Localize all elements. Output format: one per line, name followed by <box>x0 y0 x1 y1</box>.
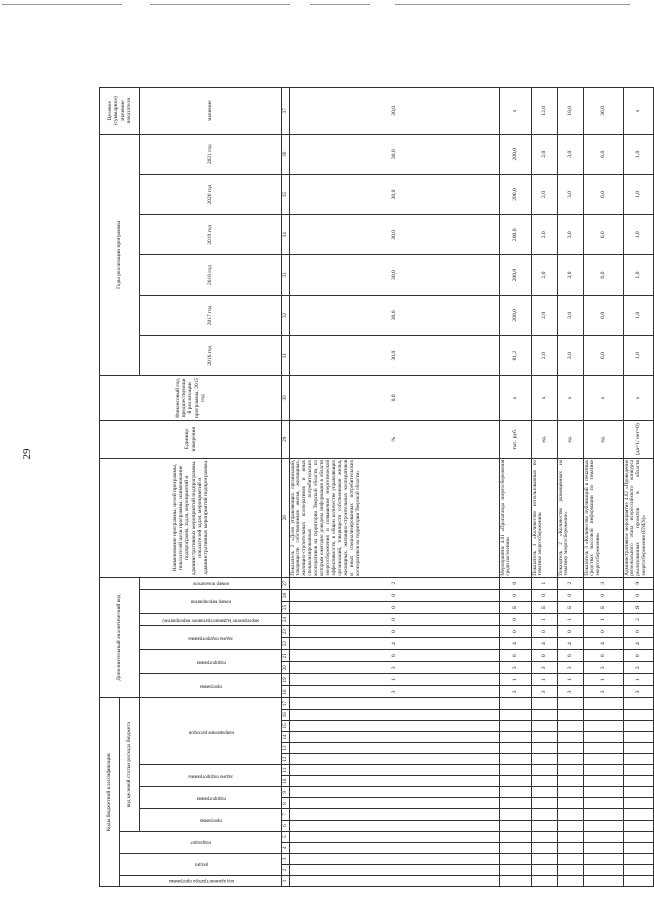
column-number: 5 <box>282 831 290 842</box>
code-cell <box>500 853 532 864</box>
target-value-cell: 18,0 <box>558 88 584 135</box>
code-cell <box>290 709 500 720</box>
code-cell: 0 <box>532 626 558 638</box>
code-cell <box>290 720 500 731</box>
code-cell <box>532 765 558 776</box>
header-subprogram: подпрограмма <box>140 787 282 809</box>
code-cell <box>532 853 558 864</box>
code-cell: 0 <box>500 613 532 625</box>
column-number: 25 <box>282 601 290 613</box>
code-cell <box>624 875 654 886</box>
code-cell <box>584 853 624 864</box>
year-value-cell: 1,0 <box>624 134 654 174</box>
code-cell <box>584 875 624 886</box>
program-table <box>99 87 654 887</box>
header-add-indicator: номер показателя <box>140 577 282 589</box>
header-name-col: Наименование программы, целей программы, показателей цели программы, наименование подпрограмм, задач, мероприятий и административных мероприятий подпрограммы, показателей задач, мероприятий и административных мероприятий подпрограммы <box>100 458 282 577</box>
unit-cell: (да=1/ нет=0) <box>624 420 654 458</box>
code-cell <box>558 875 584 886</box>
code-cell <box>584 798 624 809</box>
code-cell: 1 <box>532 613 558 625</box>
code-cell: 0 <box>500 577 532 589</box>
code-cell: 0 <box>532 650 558 662</box>
column-number: 37 <box>282 88 290 135</box>
code-cell: 1 <box>584 613 624 625</box>
column-number: 32 <box>282 295 290 335</box>
year-value-cell: 6,0 <box>584 215 624 255</box>
target-value-cell: x <box>624 88 654 135</box>
code-cell: 0 <box>558 626 584 638</box>
code-cell: Б <box>532 601 558 613</box>
code-cell <box>532 842 558 853</box>
header-add-subprogram: подпрограмма <box>140 650 282 674</box>
code-cell: 4 <box>500 638 532 650</box>
code-cell: 4 <box>584 638 624 650</box>
row-name-cell: Административное мероприятие 4.02 «Проведение регионального этапа всероссийского конкурса реализованных проектов в области энергосбережения (ENES)» <box>624 458 654 577</box>
header-target-group: Целевое (суммарное) значение показателя <box>100 88 140 135</box>
target-value-cell: x <box>500 88 532 135</box>
code-cell <box>558 864 584 875</box>
code-cell <box>624 776 654 787</box>
column-number: 15 <box>282 720 290 731</box>
year-value-cell: 200,0 <box>500 295 532 335</box>
column-number: 27 <box>282 577 290 589</box>
code-cell <box>558 831 584 842</box>
code-cell <box>500 765 532 776</box>
code-cell <box>624 720 654 731</box>
year-value-cell: 1,0 <box>624 255 654 295</box>
code-cell: Я <box>624 601 654 613</box>
table-row <box>558 88 584 887</box>
header-year-2018: 2018 год <box>140 255 282 295</box>
column-number: 28 <box>282 458 290 577</box>
code-cell <box>500 864 532 875</box>
code-cell <box>532 798 558 809</box>
header-add-code-group: Дополнительный аналитический код <box>100 577 140 698</box>
code-cell: 0 <box>290 613 500 625</box>
code-cell <box>584 709 624 720</box>
code-cell <box>290 698 500 709</box>
code-cell <box>558 798 584 809</box>
code-cell: 2 <box>558 577 584 589</box>
year-value-cell: 6,0 <box>584 134 624 174</box>
header-section: раздел <box>120 853 282 875</box>
code-cell: 3 <box>584 686 624 698</box>
table-row <box>532 88 558 887</box>
code-cell: 0 <box>500 626 532 638</box>
year-value-cell: 1,0 <box>624 215 654 255</box>
code-cell: 3 <box>624 686 654 698</box>
header-year-2017: 2017 год <box>140 295 282 335</box>
code-cell <box>500 809 532 820</box>
column-number: 7 <box>282 809 290 820</box>
header-code-group: Коды бюджетной классификации <box>100 698 120 887</box>
code-cell: 3 <box>624 662 654 674</box>
header-year-2020: 2020 год <box>140 174 282 214</box>
code-cell <box>290 831 500 842</box>
target-value-cell: 30,0 <box>290 88 500 135</box>
code-cell <box>624 731 654 742</box>
code-cell <box>290 809 500 820</box>
year-value-cell: 200,0 <box>500 255 532 295</box>
code-cell <box>558 720 584 731</box>
year-value-cell: 200,0 <box>500 174 532 214</box>
code-cell: 3 <box>558 686 584 698</box>
code-cell: 9 <box>624 577 654 589</box>
code-cell <box>500 720 532 731</box>
year-value-cell: 2,0 <box>532 255 558 295</box>
code-cell <box>290 864 500 875</box>
code-cell <box>584 776 624 787</box>
code-cell <box>624 820 654 831</box>
column-number: 19 <box>282 674 290 686</box>
code-cell: 1 <box>558 613 584 625</box>
code-cell <box>500 787 532 798</box>
column-number: 31 <box>282 335 290 375</box>
year-value-cell: 6,0 <box>584 255 624 295</box>
code-cell <box>624 698 654 709</box>
program-table-rotated <box>99 87 648 887</box>
year-value-cell: 6,0 <box>584 295 624 335</box>
column-number: 10 <box>282 776 290 787</box>
year-value-cell: 3,0 <box>558 255 584 295</box>
code-cell: 3 <box>584 662 624 674</box>
code-cell <box>558 731 584 742</box>
code-cell <box>558 787 584 798</box>
code-cell: 4 <box>290 638 500 650</box>
code-cell: 4 <box>558 638 584 650</box>
year-value-cell: 2,0 <box>532 215 558 255</box>
code-cell <box>532 787 558 798</box>
table-row <box>584 88 624 887</box>
code-cell <box>624 831 654 842</box>
code-cell <box>500 831 532 842</box>
code-cell <box>624 742 654 753</box>
code-cell <box>532 875 558 886</box>
code-cell <box>532 742 558 753</box>
code-cell <box>558 820 584 831</box>
header-fin-year-col: Финансовый год, предшествующий реализации программы, 2015 год <box>100 376 282 420</box>
column-number: 35 <box>282 174 290 214</box>
column-number: 11 <box>282 765 290 776</box>
code-cell <box>500 742 532 753</box>
code-cell: Б <box>558 601 584 613</box>
code-cell: 3 <box>532 662 558 674</box>
code-cell: 0 <box>500 650 532 662</box>
code-cell: 2 <box>290 577 500 589</box>
header-years-group: Годы реализации программы <box>100 134 140 376</box>
column-number: 34 <box>282 215 290 255</box>
header-add-program: программа <box>140 674 282 698</box>
row-name-cell: Мероприятие 4.01 «Пропаганда энергосбережения среди населения» <box>500 458 532 577</box>
header-program: программа <box>140 809 282 831</box>
code-cell: 1 <box>624 674 654 686</box>
header-row-1 <box>100 88 120 887</box>
code-cell <box>290 765 500 776</box>
code-cell <box>558 842 584 853</box>
code-cell <box>584 787 624 798</box>
year-value-cell: 30,0 <box>290 335 500 375</box>
code-cell <box>532 864 558 875</box>
header-year-2021: 2021 год <box>140 134 282 174</box>
code-cell <box>584 809 624 820</box>
code-cell <box>500 709 532 720</box>
code-cell <box>558 809 584 820</box>
unit-cell: тыс. руб. <box>500 420 532 458</box>
column-number: 6 <box>282 820 290 831</box>
code-cell: 1 <box>584 674 624 686</box>
year-value-cell: 81,2 <box>500 335 532 375</box>
column-number: 2 <box>282 864 290 875</box>
fin-year-cell: x <box>584 376 624 420</box>
unit-cell: ед. <box>584 420 624 458</box>
code-cell <box>290 731 500 742</box>
code-cell <box>532 754 558 765</box>
fin-year-cell: x <box>558 376 584 420</box>
code-cell <box>558 776 584 787</box>
header-unit-col: Единица измерения <box>100 420 282 458</box>
fin-year-cell: x <box>500 376 532 420</box>
code-cell: 2 <box>624 613 654 625</box>
code-cell <box>532 820 558 831</box>
code-cell <box>290 820 500 831</box>
column-number-row <box>282 88 290 887</box>
code-cell: 0 <box>624 589 654 601</box>
code-cell <box>584 831 624 842</box>
code-cell <box>584 842 624 853</box>
code-cell: 0 <box>584 626 624 638</box>
target-value-cell: 36,0 <box>584 88 624 135</box>
header-target-item: код целевой статьи расхода бюджета <box>120 698 140 831</box>
row-name-cell: Показатель 2 «Количество размещённых на тематику энергосбережение» <box>558 458 584 577</box>
column-number: 12 <box>282 754 290 765</box>
code-cell: 0 <box>532 589 558 601</box>
year-value-cell: 30,0 <box>290 174 500 214</box>
target-value-cell: 12,0 <box>532 88 558 135</box>
header-add-task: задача подпрограммы <box>140 626 282 650</box>
row-name-cell: Показатель 2 «Доля управляющих организаций, товариществ собственников жилья, жилищных, жилищно-строительных кооперативов и иных специализированных потребительских кооперативов на территории Тверской области, по которым ежегодно доведена информация в области энергосбережения и повышения энергетической эффективности, в общем количестве управляющих организаций, товариществ собственников жилья, жилищных, жилищно-строительных кооперативов и иных специализированных потребительских кооперативов на территории Тверской области» <box>290 458 500 577</box>
code-cell: 3 <box>290 686 500 698</box>
year-value-cell: 200,0 <box>500 215 532 255</box>
year-value-cell: 30,0 <box>290 134 500 174</box>
year-value-cell: 2,0 <box>532 295 558 335</box>
year-value-cell: 30,0 <box>290 295 500 335</box>
fin-year-cell: x <box>532 376 558 420</box>
header-add-measure-no: номер мероприятия <box>140 589 282 613</box>
code-cell: 0 <box>290 626 500 638</box>
code-cell <box>500 754 532 765</box>
code-cell <box>500 731 532 742</box>
code-cell: 3 <box>584 577 624 589</box>
code-cell <box>624 809 654 820</box>
column-number: 4 <box>282 842 290 853</box>
code-cell: 3 <box>558 662 584 674</box>
code-cell: 3 <box>500 686 532 698</box>
code-cell: 0 <box>500 589 532 601</box>
code-cell: 1 <box>532 577 558 589</box>
column-number: 22 <box>282 638 290 650</box>
code-cell <box>532 709 558 720</box>
page-number: 29 <box>21 448 33 460</box>
year-value-cell: 2,0 <box>532 134 558 174</box>
code-cell <box>584 754 624 765</box>
header-target-value: значение <box>140 88 282 135</box>
code-cell <box>532 809 558 820</box>
column-number: 13 <box>282 742 290 753</box>
code-cell <box>290 742 500 753</box>
column-number: 33 <box>282 255 290 295</box>
code-cell <box>584 720 624 731</box>
code-cell <box>624 864 654 875</box>
column-number: 21 <box>282 650 290 662</box>
code-cell <box>500 820 532 831</box>
code-cell <box>624 765 654 776</box>
year-value-cell: 1,0 <box>624 295 654 335</box>
year-value-cell: 30,0 <box>290 255 500 295</box>
unit-cell: % <box>290 420 500 458</box>
code-cell <box>584 698 624 709</box>
code-cell <box>500 698 532 709</box>
year-value-cell: 6,0 <box>584 174 624 214</box>
code-cell: 1 <box>290 674 500 686</box>
code-cell: 3 <box>532 686 558 698</box>
unit-cell: ед. <box>532 420 558 458</box>
code-cell <box>290 754 500 765</box>
code-cell <box>290 853 500 864</box>
column-number: 30 <box>282 376 290 420</box>
year-value-cell: 3,0 <box>558 134 584 174</box>
year-value-cell: 2,0 <box>532 174 558 214</box>
code-cell <box>532 720 558 731</box>
code-cell <box>558 709 584 720</box>
unit-cell: ед. <box>558 420 584 458</box>
year-value-cell: 3,0 <box>558 335 584 375</box>
year-value-cell: 200,0 <box>500 134 532 174</box>
column-number: 24 <box>282 613 290 625</box>
header-program-direction: задача подпрограммы <box>140 765 282 787</box>
year-value-cell: 3,0 <box>558 295 584 335</box>
fin-year-cell: 0,0 <box>290 376 500 420</box>
code-cell <box>584 765 624 776</box>
row-name-cell: Показатель 1 «Количество использованных по тематике энергосбережения» <box>532 458 558 577</box>
code-cell <box>558 742 584 753</box>
code-cell <box>624 709 654 720</box>
column-number: 36 <box>282 134 290 174</box>
code-cell: 1 <box>532 674 558 686</box>
code-cell <box>584 731 624 742</box>
column-number: 26 <box>282 589 290 601</box>
code-cell <box>558 765 584 776</box>
column-number: 8 <box>282 798 290 809</box>
code-cell: 1 <box>558 674 584 686</box>
column-number: 18 <box>282 686 290 698</box>
year-value-cell: 1,0 <box>624 335 654 375</box>
code-cell <box>532 731 558 742</box>
column-number: 16 <box>282 709 290 720</box>
code-cell <box>624 798 654 809</box>
code-cell: 3 <box>290 662 500 674</box>
code-cell <box>558 853 584 864</box>
column-number: 1 <box>282 875 290 886</box>
scan-artifact-line <box>0 0 640 10</box>
header-year-2016: 2016 год <box>140 335 282 375</box>
year-value-cell: 1,0 <box>624 174 654 214</box>
code-cell: 1 <box>500 674 532 686</box>
code-cell: Б <box>584 601 624 613</box>
code-cell <box>624 853 654 864</box>
column-number: 20 <box>282 662 290 674</box>
code-cell <box>290 842 500 853</box>
code-cell: 0 <box>558 589 584 601</box>
table-row <box>290 88 500 887</box>
code-cell: 0 <box>584 589 624 601</box>
row-name-cell: Показатель 3 «Количество публикаций в печатных средствах массовой информации по тематике энергосбережения» <box>584 458 624 577</box>
code-cell: 0 <box>624 626 654 638</box>
code-cell <box>584 742 624 753</box>
code-cell <box>558 698 584 709</box>
code-cell: 0 <box>558 650 584 662</box>
code-cell: 4 <box>624 638 654 650</box>
code-cell <box>624 754 654 765</box>
code-cell <box>290 787 500 798</box>
code-cell <box>290 798 500 809</box>
table-row <box>500 88 532 887</box>
code-cell <box>290 776 500 787</box>
code-cell <box>500 798 532 809</box>
column-number: 23 <box>282 626 290 638</box>
code-cell <box>558 754 584 765</box>
column-number: 29 <box>282 420 290 458</box>
year-value-cell: 30,0 <box>290 215 500 255</box>
code-cell <box>290 875 500 886</box>
column-number: 14 <box>282 731 290 742</box>
code-cell <box>500 842 532 853</box>
code-cell <box>624 787 654 798</box>
header-add-measure: мероприятие (административное мероприятие) <box>140 613 282 625</box>
header-year-2019: 2019 год <box>140 215 282 255</box>
year-value-cell: 3,0 <box>558 215 584 255</box>
fin-year-cell: x <box>624 376 654 420</box>
table-row <box>624 88 654 887</box>
code-cell: Б <box>500 601 532 613</box>
code-cell <box>532 698 558 709</box>
code-cell: 0 <box>290 650 500 662</box>
code-cell: 0 <box>584 650 624 662</box>
year-value-cell: 2,0 <box>532 335 558 375</box>
column-number: 3 <box>282 853 290 864</box>
header-admin-code: код администратора программы <box>120 875 282 886</box>
code-cell <box>584 864 624 875</box>
year-value-cell: 6,0 <box>584 335 624 375</box>
code-cell: 3 <box>500 662 532 674</box>
code-cell: 0 <box>290 589 500 601</box>
code-cell <box>500 875 532 886</box>
code-cell <box>532 776 558 787</box>
code-cell <box>624 842 654 853</box>
code-cell <box>584 820 624 831</box>
code-cell: 0 <box>624 650 654 662</box>
column-number: 9 <box>282 787 290 798</box>
code-cell <box>532 831 558 842</box>
code-cell: 0 <box>290 601 500 613</box>
column-number: 17 <box>282 698 290 709</box>
header-expense-direction: направление расходов <box>140 698 282 765</box>
year-value-cell: 3,0 <box>558 174 584 214</box>
code-cell <box>500 776 532 787</box>
header-subsection: подраздел <box>120 831 282 853</box>
code-cell: 4 <box>532 638 558 650</box>
